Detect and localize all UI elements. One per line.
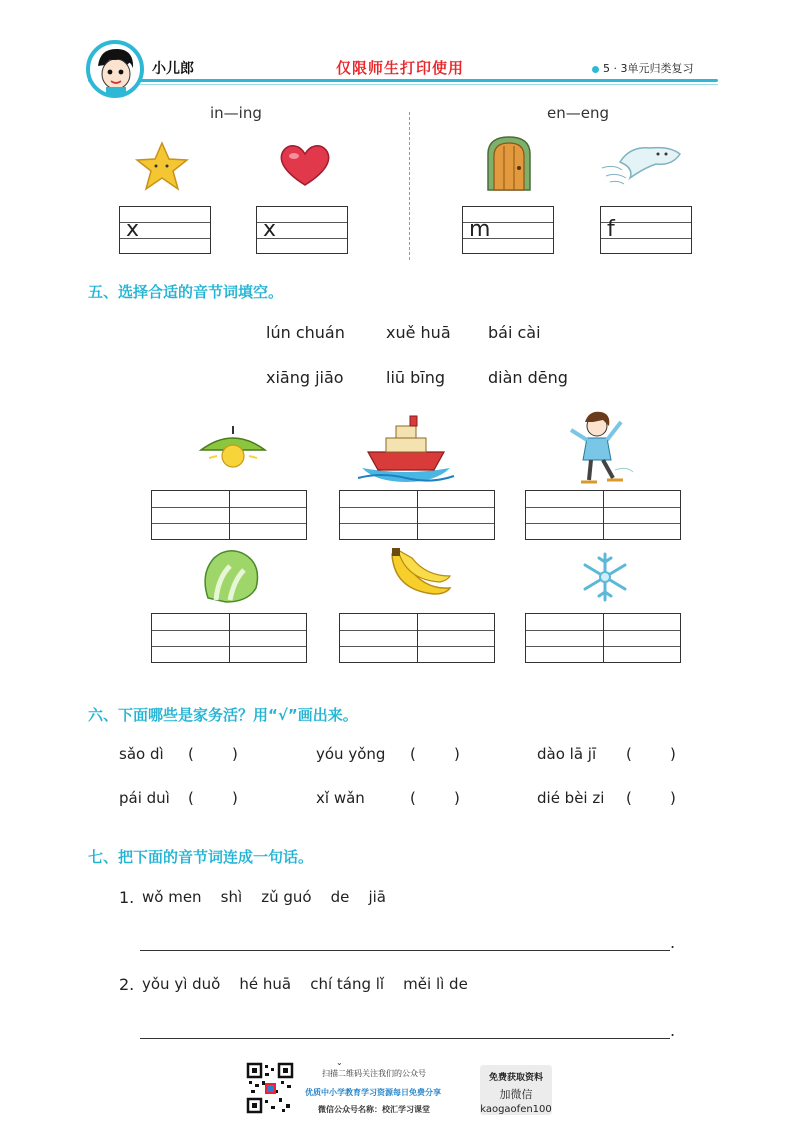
word-option: xiāng jiāo (266, 368, 344, 387)
check-paren[interactable]: ( ) (410, 745, 460, 763)
initial-letter: x (263, 217, 277, 242)
chore-pinyin: yóu yǒng (316, 745, 386, 763)
skater-icon (563, 408, 635, 488)
print-notice: 仅限师生打印使用 (336, 59, 465, 77)
check-paren[interactable]: ( ) (410, 789, 460, 807)
check-paren[interactable]: ( ) (626, 745, 676, 763)
brand-name: 小儿郎 (152, 61, 194, 77)
answer-grid-snowflake[interactable] (525, 613, 681, 663)
word-option: lún chuán (266, 323, 345, 342)
question-number: 1. (119, 888, 135, 907)
answer-grid-banana[interactable] (339, 613, 495, 663)
chore-pinyin: sǎo dì (119, 745, 164, 763)
door-icon (484, 134, 534, 192)
chore-pinyin: dào lā jī (537, 745, 597, 763)
word-option: bái cài (488, 323, 541, 342)
pair-label-en-eng: en—eng (547, 104, 609, 122)
period-mark: . (670, 1021, 676, 1040)
grid-divider (603, 491, 604, 539)
word-option: diàn dēng (488, 368, 568, 387)
section7-title: 七、把下面的音节词连成一句话。 (88, 848, 314, 866)
word-option: xuě huā (386, 323, 451, 342)
ship-icon (356, 412, 456, 486)
grid-divider (229, 614, 230, 662)
question-words: wǒ men shì zǔ guó de jiā (142, 888, 386, 906)
star-icon (132, 140, 192, 192)
word-option: liū bīng (386, 368, 446, 387)
header-rule-thin (110, 84, 718, 85)
writing-box-door[interactable] (462, 206, 554, 254)
section6-title: 六、下面哪些是家务活？用“√”画出来。 (88, 706, 358, 724)
answer-grid-lamp[interactable] (151, 490, 307, 540)
answer-grid-skater[interactable] (525, 490, 681, 540)
footer-account: 微信公众号名称：校汇学习课堂 (318, 1105, 430, 1114)
writing-box-heart[interactable] (256, 206, 348, 254)
initial-letter: x (126, 217, 140, 242)
chore-pinyin: dié bèi zi (537, 789, 605, 807)
answer-line[interactable] (140, 950, 670, 951)
period-mark: . (670, 933, 676, 952)
section5-title: 五、选择合适的音节词填空。 (88, 283, 284, 301)
grid-divider (603, 614, 604, 662)
footer-scan-text: 扫描二维码关注我们的公众号 (322, 1069, 426, 1078)
chore-pinyin: xǐ wǎn (316, 789, 365, 807)
unit-label (592, 60, 694, 76)
dashed-divider (409, 112, 410, 260)
lamp-icon (195, 422, 271, 470)
heart-icon (276, 142, 334, 188)
check-paren[interactable]: ( ) (188, 789, 238, 807)
snowflake-icon (578, 550, 632, 604)
check-paren[interactable]: ( ) (626, 789, 676, 807)
header-rule (88, 79, 718, 82)
cabbage-icon (196, 544, 266, 604)
promo-line2: 加微信 (499, 1088, 533, 1101)
footer-slogan: 优质中小学教育学习资源每日免费分享 (305, 1088, 441, 1097)
initial-letter: f (607, 217, 615, 242)
wechat-promo-box[interactable] (480, 1065, 552, 1115)
bullet-dot-icon (592, 66, 599, 73)
answer-grid-ship[interactable] (339, 490, 495, 540)
answer-line[interactable] (140, 1038, 670, 1039)
chore-pinyin: pái duì (119, 789, 170, 807)
footer-arrow: ⌄ (336, 1058, 343, 1067)
wind-icon (600, 138, 686, 188)
question-number: 2. (119, 975, 135, 994)
question-words: yǒu yì duǒ hé huā chí táng lǐ měi lì de (142, 975, 468, 993)
pair-label-in-ing: in—ing (210, 104, 262, 122)
writing-box-wind[interactable] (600, 206, 692, 254)
unit-text: 5 · 3单元归类复习 (603, 62, 694, 75)
check-paren[interactable]: ( ) (188, 745, 238, 763)
promo-line1: 免费获取资料 (488, 1073, 543, 1083)
answer-grid-cabbage[interactable] (151, 613, 307, 663)
grid-divider (417, 491, 418, 539)
mascot-logo (86, 40, 144, 98)
writing-box-star[interactable] (119, 206, 211, 254)
qr-code-icon[interactable] (246, 1062, 294, 1114)
grid-divider (229, 491, 230, 539)
grid-divider (417, 614, 418, 662)
promo-line3: kaogaofen100 (480, 1104, 552, 1115)
initial-letter: m (469, 217, 491, 242)
banana-icon (384, 544, 454, 604)
